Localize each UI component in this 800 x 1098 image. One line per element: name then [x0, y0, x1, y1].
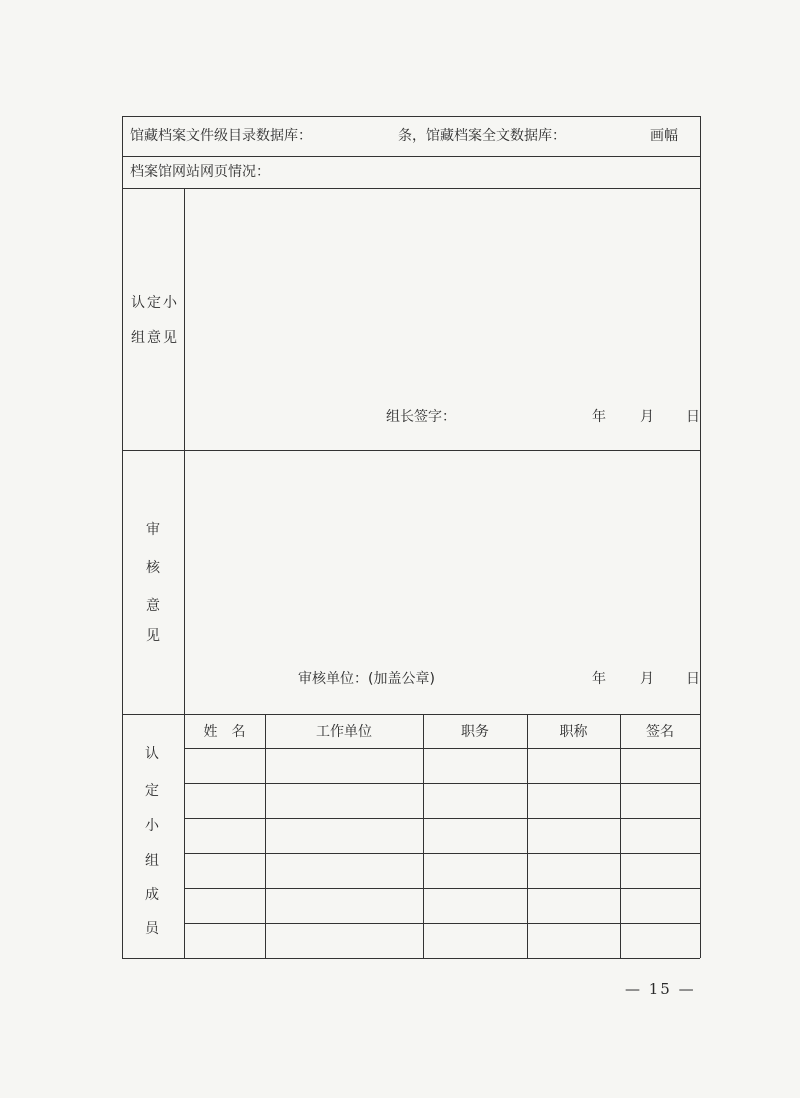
- year-label: 年: [592, 409, 606, 425]
- group-opinion-label-line1: 认定小: [131, 295, 179, 311]
- label-column-divider: [184, 188, 185, 450]
- table-row: [184, 853, 700, 888]
- column-header-work-unit: 工作单位: [316, 724, 372, 740]
- review-label-char: 意: [146, 598, 160, 614]
- month-label: 月: [640, 409, 654, 425]
- members-label-char: 定: [145, 783, 159, 799]
- catalog-database-label: 馆藏档案文件级目录数据库：: [130, 128, 312, 144]
- fulltext-database-label: 条，馆藏档案全文数据库：: [398, 128, 566, 144]
- column-header-name: 姓 名: [203, 724, 246, 740]
- table-border-left: [122, 116, 123, 958]
- members-label-char: 员: [145, 921, 159, 937]
- column-header-title: 职称: [559, 724, 588, 740]
- column-header-signature: 签名: [646, 724, 674, 740]
- review-label-char: 核: [146, 560, 160, 576]
- table-row: [184, 818, 700, 853]
- review-unit-label: 审核单位：(加盖公章): [298, 671, 435, 687]
- group-opinion-label-line2: 组意见: [131, 330, 179, 346]
- table-row: [184, 783, 700, 818]
- members-label-char: 组: [145, 853, 159, 869]
- day-label: 日: [686, 671, 700, 687]
- page-number: — 15 —: [625, 980, 696, 998]
- label-column-divider: [184, 450, 185, 714]
- table-row: [184, 923, 700, 958]
- frames-unit-label: 画幅: [650, 128, 678, 144]
- members-label-char: 成: [145, 887, 159, 903]
- members-label-char: 认: [145, 746, 159, 762]
- year-label: 年: [592, 671, 606, 687]
- day-label: 日: [686, 409, 700, 425]
- leader-signature-label: 组长签字：: [386, 409, 456, 425]
- row-divider: [122, 714, 700, 715]
- website-status-label: 档案馆网站网页情况：: [130, 164, 270, 180]
- review-label-char: 见: [146, 628, 160, 644]
- row-divider: [122, 156, 700, 157]
- month-label: 月: [640, 671, 654, 687]
- row-divider: [122, 188, 700, 189]
- table-border-bottom: [122, 958, 700, 959]
- review-label-char: 审: [146, 522, 160, 538]
- table-border-right: [700, 116, 701, 958]
- members-label-char: 小: [145, 818, 159, 834]
- application-form-table: [122, 116, 700, 958]
- row-divider: [122, 450, 700, 451]
- table-border-top: [122, 116, 700, 117]
- table-row: [184, 888, 700, 923]
- table-row: [184, 748, 700, 783]
- column-header-position: 职务: [461, 724, 489, 740]
